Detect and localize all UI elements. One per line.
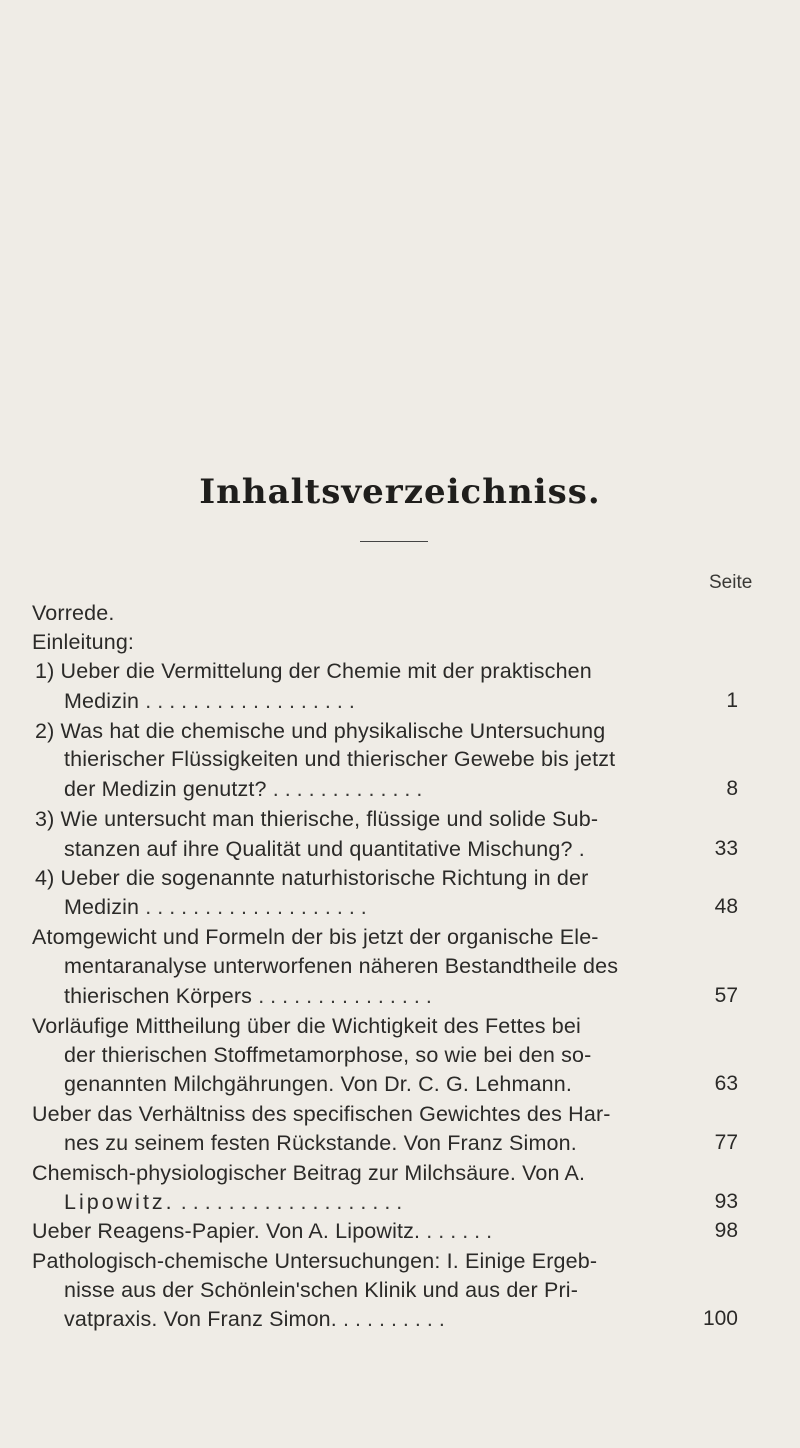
toc-page-number: 48 (714, 895, 738, 918)
toc-page-number: 33 (714, 837, 738, 860)
toc-entry-vorlaeufige-line-3: genannten Milchgährungen. Von Dr. C. G. Lehmann. (64, 1072, 572, 1096)
toc-entry-1-line-2: Medizin .................. (64, 689, 361, 713)
toc-entry-pathologisch-line-3: vatpraxis. Von Franz Simon. ......... (64, 1307, 451, 1331)
toc-entry-1-line-1: 1) Ueber die Vermittelung der Chemie mit der praktischen (35, 659, 592, 683)
page-column-label: Seite (709, 572, 753, 593)
toc-entry-milchsaeure-line-2: Lipowitz. ................... (64, 1190, 409, 1214)
toc-entry-verhaeltniss-line-1: Ueber das Verhältniss des specifischen Gewichtes des Har- (32, 1102, 611, 1126)
toc-entry-vorrede: Vorrede. (32, 601, 115, 625)
toc-page-number: 1 (726, 689, 738, 712)
toc-entry-atomgewicht-line-2: mentaranalyse unterworfenen näheren Bestandtheile des (64, 954, 619, 978)
toc-entry-einleitung: Einleitung: (32, 630, 135, 654)
toc-entry-atomgewicht-line-1: Atomgewicht und Formeln der bis jetzt der organische Ele- (32, 925, 599, 949)
toc-page-number: 57 (714, 984, 738, 1007)
page-title: Inhaltsverzeichniss. (199, 472, 601, 512)
toc-page-number: 77 (714, 1131, 738, 1154)
toc-page-number: 98 (714, 1219, 738, 1242)
toc-entry-atomgewicht-line-3: thierischen Körpers ............... (64, 984, 438, 1008)
title-divider (360, 541, 428, 542)
toc-entry-3-line-1: 3) Wie untersucht man thierische, flüssige und solide Sub- (35, 807, 599, 831)
toc-entry-2-line-3: der Medizin genutzt? ............. (64, 777, 429, 801)
toc-entry-4-line-2: Medizin ................... (64, 895, 373, 919)
toc-entry-vorlaeufige-line-2: der thierischen Stoffmetamorphose, so wie bei den so- (64, 1043, 592, 1067)
toc-entry-pathologisch-line-2: nisse aus der Schönlein'schen Klinik und aus der Pri- (64, 1278, 578, 1302)
toc-entry-milchsaeure-line-1: Chemisch-physiologischer Beitrag zur Milchsäure. Von A. (32, 1161, 586, 1185)
toc-entry-reagens-papier: Ueber Reagens-Papier. Von A. Lipowitz. ...... (32, 1219, 499, 1243)
toc-page-number: 100 (702, 1307, 738, 1330)
toc-entry-2-line-1: 2) Was hat die chemische und physikalische Untersuchung (35, 719, 606, 743)
toc-entry-4-line-1: 4) Ueber die sogenannte naturhistorische Richtung in der (35, 866, 589, 890)
toc-entry-2-line-2: thierischer Flüssigkeiten und thierischer Gewebe bis jetzt (64, 747, 616, 771)
toc-entry-verhaeltniss-line-2: nes zu seinem festen Rückstande. Von Franz Simon. (64, 1131, 577, 1155)
toc-page-number: 8 (726, 777, 738, 800)
toc-page-number: 93 (714, 1190, 738, 1213)
toc-entry-3-line-2: stanzen auf ihre Qualität und quantitative Mischung? . (64, 837, 585, 861)
toc-entry-vorlaeufige-line-1: Vorläufige Mittheilung über die Wichtigkeit des Fettes bei (32, 1014, 581, 1038)
toc-entry-pathologisch-line-1: Pathologisch-chemische Untersuchungen: I. Einige Ergeb- (32, 1249, 598, 1273)
toc-page-number: 63 (714, 1072, 738, 1095)
